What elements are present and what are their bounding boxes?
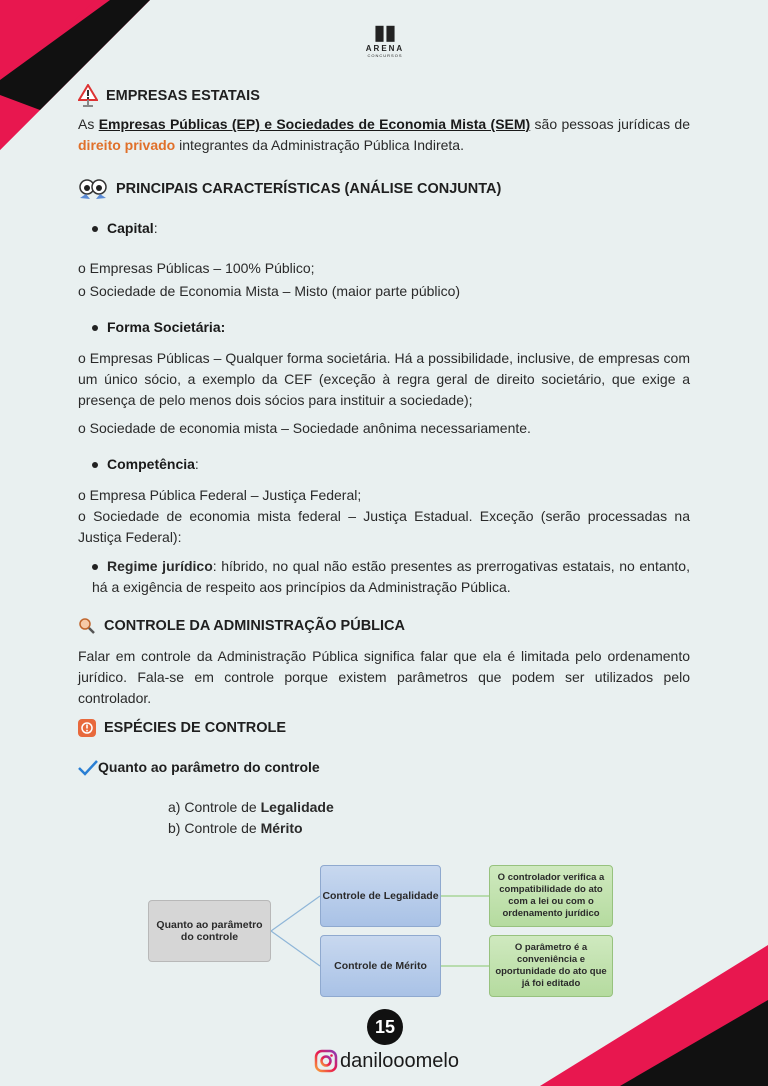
s1-prefix: As <box>78 116 99 132</box>
diagram-legalidade-desc: O controlador verifica a compatibilidade do ato com a lei ou com o ordenamento jurídico <box>489 865 613 927</box>
connector-root-mer <box>271 931 320 966</box>
instagram-icon <box>314 1049 338 1073</box>
section2-title: PRINCIPAIS CARACTERÍSTICAS (ANÁLISE CONJUNTA) <box>116 180 502 197</box>
item-a-prefix: a) Controle de <box>168 799 261 815</box>
connector-root-leg <box>271 896 320 931</box>
competencia-colon: : <box>194 456 199 472</box>
s1-ep-sem: Empresas Públicas (EP) e Sociedades de Economia Mista (SEM) <box>98 116 531 132</box>
capital-item-1: o Empresas Públicas – 100% Público; <box>78 260 315 276</box>
regime-text: : híbrido, no qual não estão presentes as prerrogativas estatais, no entanto, há a exigência de respeito aos princípios da Administração Pública. <box>92 558 690 595</box>
item-b-prefix: b) Controle de <box>168 820 261 836</box>
diagram-root: Quanto ao parâmetro do controle <box>148 900 271 962</box>
competencia-paragraph-2: o Sociedade de economia mista federal – Justiça Estadual. Exceção (serão processadas na Justiça Federal): <box>78 508 690 545</box>
section4-title: ESPÉCIES DE CONTROLE <box>104 719 287 736</box>
instagram-handle[interactable] <box>314 1049 459 1073</box>
check-title: Quanto ao parâmetro do controle <box>98 759 320 775</box>
forma-label: Forma Societária: <box>107 319 226 335</box>
section1-title: EMPRESAS ESTATAIS <box>106 87 260 104</box>
competencia-label: Competência <box>107 456 195 472</box>
regime-label: Regime jurídico <box>107 558 213 574</box>
capital-colon: : <box>153 220 158 236</box>
logo-sub: CONCURSOS <box>367 53 403 58</box>
forma-paragraph-1: o Empresas Públicas – Qualquer forma societária. Há a possibilidade, inclusive, de empresas com um único sócio, a exemplo da CEF (exceção à regra geral de direito societário, que exige a presença de pelo menos dois sócios para instituir a sociedade); <box>78 350 690 408</box>
forma-paragraph-2: o Sociedade de economia mista – Sociedade anônima necessariamente. <box>78 420 531 436</box>
s1-mid: são pessoas jurídicas de <box>530 116 691 132</box>
item-b-bold: Mérito <box>260 820 303 836</box>
diagram-merito: Controle de Mérito <box>320 935 441 997</box>
section3-paragraph: Falar em controle da Administração Pública significa falar que ela é limitada pelo ordenamento jurídico. Fala-se em controle porque existem parâmetros que podem ser utilizados pelo controlador. <box>78 648 690 706</box>
instagram-text: danilooomelo <box>340 1049 459 1072</box>
competencia-paragraph-1: o Empresa Pública Federal – Justiça Federal; <box>78 487 362 503</box>
diagram-merito-desc: O parâmetro é a conveniência e oportunidade do ato que já foi editado <box>489 935 613 997</box>
page-number: 15 <box>367 1009 403 1045</box>
logo-name: ARENA <box>365 44 405 53</box>
s1-suffix: integrantes da Administração Pública Indireta. <box>175 137 464 153</box>
capital-item-2: o Sociedade de Economia Mista – Misto (maior parte público) <box>78 283 461 299</box>
item-a-bold: Legalidade <box>260 799 334 815</box>
s1-direito-privado: direito privado <box>78 137 176 153</box>
logo-mark: ▮▮ <box>373 22 396 44</box>
diagram-legalidade: Controle de Legalidade <box>320 865 441 927</box>
capital-label: Capital <box>107 220 154 236</box>
section3-title: CONTROLE DA ADMINISTRAÇÃO PÚBLICA <box>104 617 405 634</box>
